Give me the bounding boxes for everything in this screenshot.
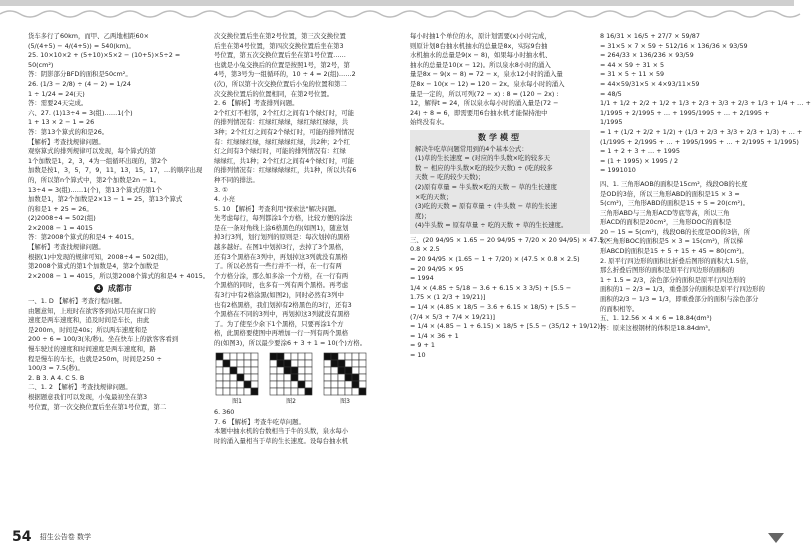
grid-cell [305, 374, 312, 381]
section-heading-chengdu [28, 284, 198, 294]
grid-cell [270, 367, 277, 374]
text-line: 本题中抽水机的台数相当于牛的头数，泉水每小 [214, 427, 349, 436]
text-line: = (1 + 1995) × 1995 / 2 [600, 156, 679, 165]
grid-cell-filled [277, 353, 284, 360]
grid-cell [359, 367, 366, 374]
grid-cell [237, 388, 244, 395]
text-line: 0.8 × 2.5 [410, 245, 440, 254]
grid-cell [284, 381, 291, 388]
grid-cell-filled [244, 381, 251, 388]
text-line: 答：第13个算式的和是26。 [28, 127, 109, 136]
grid-cell-filled [338, 360, 345, 367]
grid-cell [331, 374, 338, 381]
text-line: 个方格分涂，那么如多涂一个方格，在一行有两 [214, 271, 349, 280]
text-line: 1 + 13 × 2 − 1 = 26 [28, 118, 95, 127]
text-line: 三角形ABD与三角形ACD等底等高，所以三角 [600, 208, 730, 217]
text-line: 程是慢车的车长，也就是250m，时间是250 ÷ [28, 354, 162, 363]
model-line: (4)牛头数 = 原有草量 ÷ 吃的天数 + 草的生长速度。 [415, 221, 568, 230]
grid-cell [270, 381, 277, 388]
grid-cell [237, 367, 244, 374]
text-line: 了。所以必然有一些行并不一样，在一行有两 [214, 262, 342, 271]
grid-cell-filled [345, 367, 352, 374]
math-model-box [410, 130, 590, 234]
text-line: = 1/4 × (4.85 − 1 + 6.15) × 18/5 + [5.5 − (35/12 + 19/12)] [410, 322, 603, 331]
grid-cell-filled [338, 367, 345, 374]
text-line: 以三角形BOC的面积是5 × 3 = 15(cm²)，所以梯 [600, 237, 743, 246]
text-line: 1 ÷ 1.5 = 2/3，涂色部分的面积是原平行四边形的 [600, 275, 746, 284]
text-line: 时的涌入量相当于草的生长速度。设每台抽水机 [214, 436, 349, 445]
text-line: 1/1995 + 2/1995 + … + 1995/1995 + … + 2/1995 + [600, 108, 770, 117]
text-line: 的排列情况有：红绿绿绿绿红，共1种，所以共有6 [214, 166, 357, 175]
text-line: 26. (1/3 − 2/8) ÷ (4 − 2) = 1/24 [28, 79, 131, 88]
text-line: 次交换位置后的位置相同，在第2号位置。 [214, 89, 334, 98]
text-line: 量是8x − 9(x − 8) = 72 − x，泉水12小时的涌入量 [410, 70, 563, 79]
grid-cell [338, 388, 345, 395]
text-line: 也有2格黑格，我们划掉有2格黑色的3行，还有3 [214, 300, 352, 309]
model-line: (1)草的生长速度 = (对应的牛头数×吃的较多天 [415, 154, 550, 163]
text-line: = 1 + (1/2 + 2/2 + 1/2) + (1/3 + 2/3 + 3/3 + 2/3 + 1/3) + … + [600, 127, 803, 136]
grid-cell [291, 388, 298, 395]
grid-cell-filled [230, 367, 237, 374]
text-line: 始终没有水。 [410, 118, 449, 127]
grid-cell-filled [251, 388, 258, 395]
grid-figure-3 [324, 353, 366, 407]
text-line: 六、27. (1)13÷4 = 3(组)……1(个) [28, 108, 133, 117]
top-border-decoration [0, 6, 794, 20]
grid-cell [352, 353, 359, 360]
grid-cell-filled [359, 388, 366, 395]
grid-cell [345, 381, 352, 388]
grid-cell-filled [284, 360, 291, 367]
grid-cell [230, 374, 237, 381]
grid-cell [298, 388, 305, 395]
section-title: 成都市 [107, 284, 132, 294]
grid-cell [251, 374, 258, 381]
column-2-text-block-2 [214, 408, 394, 446]
text-line: 13÷4 = 3(组)……1(个)，第13个算式的第1个 [28, 185, 162, 194]
text-line: 绿绿红，共1种；2个红灯之间有4个绿灯时，可能 [214, 156, 355, 165]
grid-cell [277, 367, 284, 374]
text-line: 后坐在第4号位置，第四次交换位置后坐在第3 [214, 41, 344, 50]
grid-cell [237, 381, 244, 388]
grid-cell [284, 374, 291, 381]
model-line: 度)； [415, 211, 431, 220]
page-number: 54 [12, 529, 32, 545]
column-1 [28, 32, 210, 530]
text-line: 5(cm²)，三角形ABD的面积是15 + 5 = 20(cm²)。 [600, 199, 749, 208]
grid-cell [298, 360, 305, 367]
grid-cell-filled [331, 353, 338, 360]
grid-cell [216, 374, 223, 381]
text-line: 每小时抽1个单位的水，原计划需要(x)小时完成， [410, 32, 551, 40]
grid-cell [244, 388, 251, 395]
text-line: 根据题意我们可以发现，小兔最初坐在第3 [28, 392, 148, 401]
grid-cell [244, 360, 251, 367]
text-line: 格，此黑格要使图中再增加一行一列有两个黑格 [214, 329, 349, 338]
text-line: 面积的2/3 − 1/3 = 1/3，即重叠部分的面积与涂色部分 [600, 295, 759, 304]
text-line: 面积的1 − 2/3 = 1/3，重叠部分的面积是原平行四边形的 [600, 285, 765, 294]
grid-cell [251, 367, 258, 374]
text-line: 加数是按1，3，5，7，9，11，13，15，17，…的顺序出现 [28, 166, 203, 175]
grid-cell [230, 353, 237, 360]
grid-cell-filled [270, 353, 277, 360]
grid-cell [331, 388, 338, 395]
text-line: 五、1. 12.56 × 4 × 6 = 18.84(dm³) [600, 314, 712, 323]
text-line: 二、1. 2 【解析】考查找规律问题。 [28, 383, 132, 392]
grid-cell [237, 353, 244, 360]
grid-figure-2 [270, 353, 312, 407]
text-line: 由题意知，上班时在欲客客到站只用在窗口的 [28, 306, 156, 315]
text-line: 7. 6 【解析】考查牛吃草问题。 [214, 417, 305, 426]
grid-cell [251, 381, 258, 388]
grid-cell [291, 360, 298, 367]
grid-cell [338, 381, 345, 388]
text-line: 2. 6 【解析】考查排列问题。 [214, 99, 299, 108]
grid-cell [359, 360, 366, 367]
grid-cell [324, 374, 331, 381]
text-line: 8 16/31 × 16/5 + 27/7 × 59/87 [600, 32, 700, 40]
text-line: 1/1995 [600, 118, 623, 127]
text-line: = 264/33 × 136/236 × 93/59 [600, 51, 694, 60]
column-4 [600, 32, 811, 530]
column-4-text-block [600, 32, 811, 176]
grid-cell [277, 381, 284, 388]
text-line: 2×2008 − 1 = 4015 [28, 223, 93, 232]
text-line: 有3行中有2格涂黑(如图2)，同时必然有3列中 [214, 291, 344, 300]
text-line: 1/1 + 1/2 + 2/2 + 1/2 + 1/3 + 2/3 + 3/3 + 2/3 + 1/3 + 1/4 + … + [600, 99, 811, 108]
grid-cell [324, 388, 331, 395]
text-line: 1 ÷ 1/24 = 24(天) [28, 89, 85, 98]
grid-cell [298, 367, 305, 374]
grid-cell [230, 381, 237, 388]
text-line: 掉3行3列，划行划列的原则是：每次划掉的黑格 [214, 233, 350, 242]
grid-cell [216, 367, 223, 374]
text-line: = 1991010 [600, 166, 636, 175]
text-line: 答：需要24天完成。 [28, 99, 88, 108]
text-line: = 31 × 5 ÷ 11 × 59 [600, 70, 665, 79]
text-line: 2. B 3. A 4. C 5. B [28, 373, 85, 382]
grid-cell [291, 353, 298, 360]
page-footer [12, 529, 91, 545]
grid-cell [223, 353, 230, 360]
grid-cell [338, 374, 345, 381]
text-line: 25. 10×10×2 + (5+10)×5×2 − (10+5)×5÷2 = [28, 51, 181, 60]
text-line: (2)2008÷4 = 502(组) [28, 214, 96, 223]
text-line: 1/4 × (4.85 ÷ 5/18 − 3.6 + 6.15 × 3 3/5) + [5.5 − [410, 283, 572, 292]
grid-figures [216, 353, 394, 407]
text-line: 答：阴影部分BFD的面积是50cm²。 [28, 70, 132, 79]
grid-cell [277, 388, 284, 395]
corner-triangle-icon [768, 533, 784, 543]
grid-figure-1 [216, 353, 258, 407]
column-2-text-block [214, 32, 394, 349]
grid-cell [324, 367, 331, 374]
text-line: 【解析】考查找规律问题。 [28, 137, 105, 146]
text-line: (1/1995 + 2/1995 + … + 1995/1995 + … + 2/1995 + 1/1995) [600, 137, 799, 146]
grid-cell [352, 360, 359, 367]
grid-figure-1-svg [216, 353, 258, 395]
grid-cell [284, 388, 291, 395]
text-line: 4号，第3号为一组循环的，10 ÷ 4 = 2(组)……2 [214, 70, 356, 79]
text-line: 3. ① [214, 185, 228, 194]
grid-cell-filled [305, 388, 312, 395]
grid-cell [244, 374, 251, 381]
text-line: 答：第2008个算式的和是4 + 4015。 [28, 233, 138, 242]
text-line: 也就是小兔交换后的位置是按照1号，第2号，第 [214, 60, 350, 69]
text-line: = 10 [410, 351, 426, 359]
text-line: 100/3 = 7.5(秒)。 [28, 364, 84, 373]
model-line: (2)原有草量 = 牛头数×吃的天数 − 草的生长速度 [415, 182, 557, 191]
grid-figure-1-label: 图1 [232, 397, 242, 405]
text-line: 3种；2个红灯之间有2个绿灯时，可能的排列情况 [214, 127, 355, 136]
column-1-text-block-2 [28, 297, 198, 412]
text-line: 慢车驶过的速度和时间速度是两车速度和，路 [28, 345, 156, 353]
text-line: = 20 94/95 × 95 [410, 264, 464, 273]
column-1-text-block [28, 32, 210, 281]
grid-cell-filled [291, 367, 298, 374]
text-line: (7/4 × 5/3 + 7/4 × 19/21)] [410, 312, 496, 321]
text-line: 一、1. D 【解析】考查行程问题。 [28, 297, 127, 306]
text-line: = 1/4 × (4.85 × 18/5 − 3.6 + 6.15 × 18/5) + [5.5 − [410, 303, 577, 312]
text-line: 12，解得t = 24，所以泉水每小时的涌入量是(72 − [410, 99, 559, 108]
model-line: (3)吃的天数 = 原有草量 ÷ (牛头数 − 草的生长速 [415, 202, 558, 211]
grid-figure-3-svg [324, 353, 366, 395]
text-line: 三、(20 94/95 × 1.65 − 20 94/95 + 7/20 × 20 94/95) × 47.5 × [410, 235, 611, 244]
text-line: = 1994 [410, 274, 434, 283]
grid-cell-filled [324, 353, 331, 360]
text-line: 的排列情况有：红绿红绿绿，绿红绿红绿绿，共 [214, 118, 349, 127]
grid-cell [270, 388, 277, 395]
grid-figure-3-label: 图3 [340, 397, 350, 405]
text-line: 2×2008 − 1 = 4015，所以第2008个算式的和是4 + 4015。 [28, 271, 210, 280]
column-2 [214, 32, 394, 530]
model-line: 天数 − 吃的较少天数)； [415, 173, 485, 182]
grid-cell [223, 367, 230, 374]
grid-cell [305, 367, 312, 374]
grid-cell [284, 353, 291, 360]
text-line: = 44×59/31×5 × 4×93/11×59 [600, 79, 700, 88]
grid-cell [345, 388, 352, 395]
text-line: (5/(4+5) − 4/(4+5)) = 540(km)。 [28, 41, 135, 50]
grid-cell [338, 353, 345, 360]
text-line: 抽水的总量是10(x − 12)。所以泉水8小时的涌入 [410, 60, 551, 69]
text-line: 种不同的排法。 [214, 175, 259, 184]
grid-cell [251, 360, 258, 367]
text-line: 次交换位置后坐在第2号位置，第三次交换位置 [214, 32, 346, 40]
grid-cell-filled [345, 374, 352, 381]
text-line: 5. 10 【解析】考查利用"探索法"解决问题。 [214, 204, 341, 213]
text-line: 第2008个算式的第1个加数是4，第2个加数是 [28, 262, 159, 271]
text-line: 有：红绿绿红绿，绿红绿绿红绿，共2种；2个红 [214, 137, 350, 146]
text-line: 形ABCD的面积是15 + 5 + 15 + 45 = 80(cm²)。 [600, 247, 748, 256]
text-line: 水机抽水的总量是9(x − 8)，如果每小时抽水机、 [410, 51, 552, 60]
text-line: 200 ÷ 6 = 100/3(米/秒)。坐在快车上的欲客客看到 [28, 335, 179, 344]
text-line: 先考虑每行，每列都涂1个方格，比较方便的涂法 [214, 214, 353, 223]
grid-cell-filled [223, 360, 230, 367]
text-line: 根据(1)中发现的规律可知，2008÷4 = 502(组)， [28, 252, 173, 261]
text-line: 速度是两车速度和，追及时间是车长，由此 [28, 316, 150, 325]
grid-cell [324, 381, 331, 388]
model-line: 数 − 相应的牛头数×吃的较少天数) ÷ (吃的较多 [415, 163, 553, 172]
text-line: = 20 94/95 × (1.65 − 1 + 7/20) × (47.5 × 0.8 × 2.5) [410, 255, 580, 264]
column-3 [410, 32, 611, 530]
grid-cell-filled [352, 374, 359, 381]
section-number-badge: 4 [94, 284, 103, 293]
text-line: = 1 + 2 + 3 + … + 1995 [600, 147, 680, 156]
text-line: 的和是1 + 25 = 26。 [28, 204, 93, 213]
grid-cell [270, 374, 277, 381]
text-line: 号位置，第一次交换位置后坐在第1号位置，第二 [28, 402, 167, 411]
grid-cell [352, 367, 359, 374]
text-line: 1个加数是1，2，3，4为一组循环出现的，第2个 [28, 156, 168, 165]
book-title: 招生公告卷 数学 [39, 533, 91, 541]
text-line: 号位置，第五次交换位置后坐在第1号位置…… [214, 51, 346, 60]
text-line: 50(cm²) [28, 60, 54, 69]
text-line: 2个红灯不相邻，2个红灯之间有1个绿灯时，可能 [214, 108, 355, 117]
grid-cell [359, 381, 366, 388]
text-line: 加数是1，第2个加数是2×13 − 1 = 25，第13个算式 [28, 195, 183, 204]
text-line: (次)，所以第十次交换位置后小兔的位置和第二 [214, 79, 347, 88]
text-line: = 48/5 [600, 89, 622, 98]
text-line: 了。为了使至少余下1个黑格，只要再涂1个方 [214, 319, 344, 328]
grid-cell [345, 353, 352, 360]
text-line: 个黑格在不同的3列中，再划掉这3列就没有黑格 [214, 310, 350, 319]
grid-cell [216, 360, 223, 367]
grid-cell-filled [237, 374, 244, 381]
text-line: 越多越好。在图1中划掉3行，去掉了3个黑格， [214, 243, 348, 252]
text-line: 则原计划8台抽水机抽水的总量是8x，实际9台抽 [410, 41, 548, 50]
text-line: = 1/4 × 36 + 1 [410, 331, 459, 340]
grid-cell [223, 381, 230, 388]
grid-cell [291, 381, 298, 388]
grid-cell [352, 388, 359, 395]
text-line: 的(如图3)，所以最少要涂6 + 3 + 1 = 10(个)方格。 [214, 339, 367, 347]
grid-cell [223, 374, 230, 381]
grid-cell-filled [291, 374, 298, 381]
grid-cell [230, 360, 237, 367]
column-3-text-block [410, 32, 590, 128]
text-line: 量是一定的，所以可列(72 − x) : 8 = (120 − 2x) : [410, 89, 559, 98]
text-line: 1.75 × (1 2/3 + 19/21)] [410, 293, 486, 302]
text-line: 是8x − 10(x − 12) = 120 − 2x。泉水每小时的涌入 [410, 79, 565, 88]
grid-cell [305, 381, 312, 388]
text-line: 形ACD的面积是20cm²，三角形DOC的面积是 [600, 218, 732, 227]
grid-cell [244, 353, 251, 360]
text-line: 灯之间有3个绿灯时，可能的排列情况有：红绿 [214, 147, 346, 156]
text-line: 是在一条对角线上涂6格黑色的(如图1)，随意划 [214, 223, 349, 232]
grid-cell [251, 353, 258, 360]
text-line: 还有3个黑格在3列中，再划掉这3列就没有黑格 [214, 252, 348, 261]
grid-cell [359, 353, 366, 360]
text-line: 的面积相等。 [600, 304, 639, 313]
text-line: 货车多行了60km，而甲、乙两地相距60× [28, 32, 150, 40]
text-line: 四、1. 三角形AOB的面积是15cm²，线段OB的长度 [600, 179, 748, 188]
grid-cell [230, 388, 237, 395]
grid-cell [270, 360, 277, 367]
text-line: 那么折叠后图形的面积是原平行四边形的面积的 [600, 266, 735, 275]
text-line: 4. 小亮 [214, 195, 235, 204]
column-3-text-block-2 [410, 235, 611, 361]
text-line: 个黑格的同时，也多有一列有两个黑格。再考虑 [214, 281, 349, 290]
grid-cell-filled [298, 381, 305, 388]
grid-cell [298, 353, 305, 360]
text-line: 20 − 15 = 5(cm²)，线段OB的长度是OD的3倍，所 [600, 227, 751, 236]
text-line: 6. 360 [214, 408, 235, 417]
text-line: = 31×5 × 7 × 59 ÷ 512/16 × 136/36 × 93/59 [600, 41, 748, 50]
grid-cell [244, 367, 251, 374]
grid-cell [277, 374, 284, 381]
text-line: = 44 × 59 ÷ 31 × 5 [600, 60, 665, 69]
text-line: = 9 + 1 [410, 341, 435, 350]
grid-cell [216, 381, 223, 388]
grid-cell [237, 360, 244, 367]
grid-cell [305, 360, 312, 367]
math-model-lines [415, 145, 585, 231]
text-line: 【解析】考查找规律问题。 [28, 243, 105, 252]
grid-cell [298, 374, 305, 381]
grid-cell [359, 374, 366, 381]
model-line: ×吃的天数； [415, 192, 453, 201]
text-line: 是OD的3倍，所以三角形ABD的面积是15 × 3 = [600, 189, 740, 198]
grid-cell [331, 381, 338, 388]
grid-cell [216, 388, 223, 395]
grid-cell-filled [331, 360, 338, 367]
grid-cell [324, 360, 331, 367]
text-line: 观察算式的排列规律可以发现，每个算式的第 [28, 147, 156, 156]
grid-cell-filled [284, 367, 291, 374]
grid-cell-filled [352, 381, 359, 388]
grid-cell [305, 353, 312, 360]
grid-figure-2-label: 图2 [286, 397, 296, 405]
text-line: 是200m，时间是40s；所以两车速度和是 [28, 325, 148, 334]
grid-cell [331, 367, 338, 374]
text-line: 答：原来这根钢材的体积是18.84dm³。 [600, 323, 715, 332]
column-4-text-block-2 [600, 180, 772, 334]
text-line: 2. 原平行四边形的面积比折叠后图形的面积大1.5倍， [600, 256, 753, 265]
model-line: 解决牛吃草问题常用到的4个基本公式： [415, 144, 528, 153]
grid-cell [223, 388, 230, 395]
math-model-title: 数学模型 [478, 132, 522, 142]
grid-figure-2-svg [270, 353, 312, 395]
text-line: 24) ÷ 8 = 6，即需要用6台抽水机才能保持池中 [410, 108, 548, 117]
grid-cell-filled [277, 360, 284, 367]
text-line: 的，所以第n个算式中，第2个加数是2n − 1。 [28, 175, 160, 184]
grid-cell [345, 360, 352, 367]
grid-cell-filled [216, 353, 223, 360]
